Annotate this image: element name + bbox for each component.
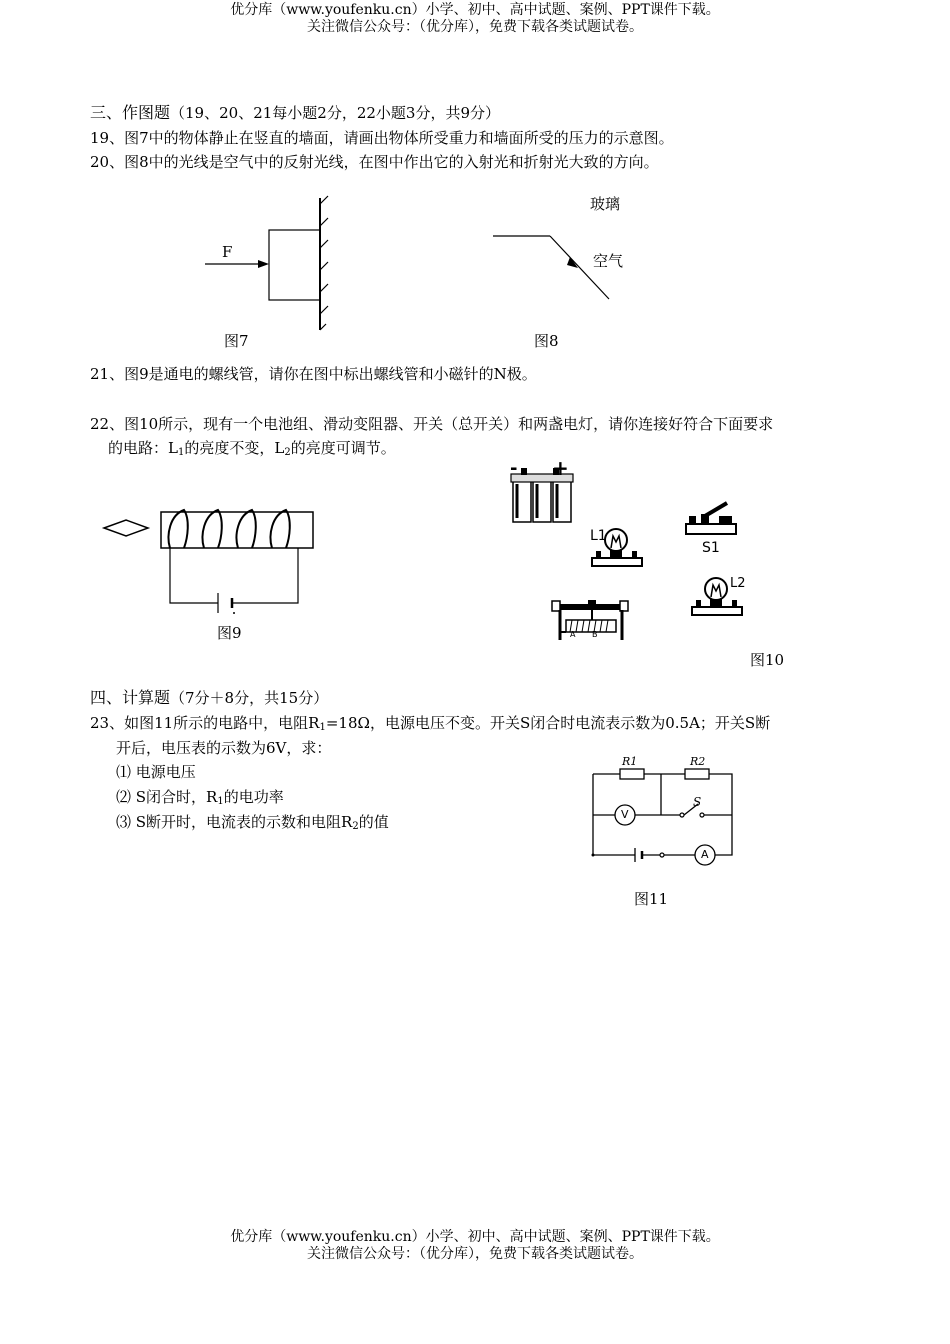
question-23-item-3 — [116, 812, 896, 837]
question-23-item-1: ⑴ 电源电压 — [116, 763, 196, 781]
q23-subscript-1: 1 — [319, 722, 326, 733]
header-line-2: 关注微信公众号：（优分库），免费下载各类试题试卷。 — [307, 19, 643, 35]
question-23-line-1 — [90, 713, 870, 738]
header-line-1: 优分库（www.youfenku.cn）小学、初中、高中试题、案例、PPT课件下载。 — [230, 2, 720, 18]
switch-contact-right — [700, 813, 704, 817]
label-glass: 玻璃 — [590, 195, 621, 213]
section-4-title: 四、计算题 — [90, 688, 171, 707]
question-22-line-1: 22、图10所示，现有一个电池组、滑动变阻器、开关（总开关）和两盏电灯，请你连接好符合下面要求 — [90, 415, 774, 433]
footer-line-1: 优分库（www.youfenku.cn）小学、初中、高中试题、案例、PPT课件下载。 — [230, 1229, 720, 1245]
lamp-l2-label: L2 — [730, 576, 746, 591]
solenoid-coil — [169, 510, 290, 548]
ammeter-label: A — [701, 848, 709, 861]
q23-text-a: 23、如图11所示的电路中，电阻R — [90, 714, 320, 732]
resistor-r1 — [620, 769, 644, 779]
section-4-heading — [90, 688, 870, 708]
battery-minus-label: - — [510, 458, 518, 479]
q23-text-b: =18Ω，电源电压不变。开关S闭合时电流表示数为0.5A；开关S断 — [325, 714, 771, 732]
question-23-item-2 — [116, 787, 896, 812]
lamp-l1-label: L1 — [590, 528, 607, 544]
reflected-ray-arrowhead — [567, 257, 578, 268]
question-23-line-2: 开后，电压表的示数为6V，求： — [116, 739, 332, 757]
q22-text-c: 的亮度可调节。 — [290, 439, 396, 457]
circuit-wire-right — [232, 548, 298, 603]
question-20: 20、图8中的光线是空气中的反射光线，在图中作出它的入射光和折射光大致的方向。 — [90, 153, 659, 171]
force-arrowhead — [258, 260, 269, 268]
q23-item3-text-b: 的值 — [358, 813, 389, 831]
switch-s1-label: S1 — [702, 540, 720, 556]
label-air: 空气 — [593, 252, 624, 270]
r2-label — [690, 755, 705, 768]
battery-dot — [233, 612, 235, 614]
magnetic-needle — [104, 520, 148, 536]
figure-9-caption: 图9 — [217, 624, 242, 642]
section-3-points: （19、20、21每小题2分，22小题3分，共9分） — [170, 104, 500, 122]
figure-8-caption: 图8 — [534, 332, 559, 350]
q22-text-b: 的亮度不变，L — [184, 439, 285, 457]
ammeter-junction — [660, 853, 664, 857]
footer-line-2: 关注微信公众号：（优分库），免费下载各类试题试卷。 — [307, 1246, 643, 1262]
figure-9-diagram — [100, 505, 320, 615]
q23-item2-text-a: ⑵ S闭合时，R — [116, 788, 218, 806]
r2-label-text: R2 — [690, 755, 706, 768]
figure-7-caption: 图7 — [224, 332, 249, 350]
switch-s1-icon — [683, 500, 743, 540]
battery-plus-label: + — [552, 456, 569, 480]
q22-subscript-2: 2 — [284, 447, 291, 458]
r1-label-text: R1 — [622, 755, 638, 768]
question-19: 19、图7中的物体静止在竖直的墙面，请画出物体所受重力和墙面所受的压力的示意图。 — [90, 129, 674, 147]
section-3-title: 三、作图题 — [90, 103, 171, 122]
question-21: 21、图9是通电的螺线管，请你在图中标出螺线管和小磁针的N极。 — [90, 365, 537, 383]
q23-item2-subscript: 1 — [217, 796, 224, 807]
circuit-wire-left — [170, 548, 218, 603]
r1-label — [622, 755, 637, 768]
junction-dot — [592, 854, 595, 857]
wall-hatching — [320, 196, 328, 330]
figure-11-caption: 图11 — [634, 890, 669, 908]
switch-contact-left — [680, 813, 684, 817]
question-22-line-2 — [108, 438, 888, 463]
rheostat-b-label: B — [592, 630, 598, 639]
resistor-r2 — [685, 769, 709, 779]
section-4-points: （7分＋8分，共15分） — [170, 689, 329, 707]
voltmeter-label: V — [621, 808, 629, 821]
q22-subscript-1: 1 — [177, 447, 185, 458]
switch-s-label: S — [693, 795, 702, 809]
q23-item3-subscript: 2 — [352, 821, 359, 832]
q23-item2-text-b: 的电功率 — [223, 788, 284, 806]
figure-7-diagram — [200, 190, 340, 340]
q23-item3-text-a: ⑶ S断开时，电流表的示数和电阻R — [116, 813, 353, 831]
block-object — [269, 230, 320, 300]
figure-11-circuit — [588, 752, 738, 867]
force-label: F — [222, 243, 233, 261]
figure-10-caption: 图10 — [750, 651, 785, 669]
section-3-heading — [90, 103, 870, 123]
q22-text-a: 的电路：L — [108, 439, 178, 457]
rheostat-a-label: A — [570, 630, 576, 639]
